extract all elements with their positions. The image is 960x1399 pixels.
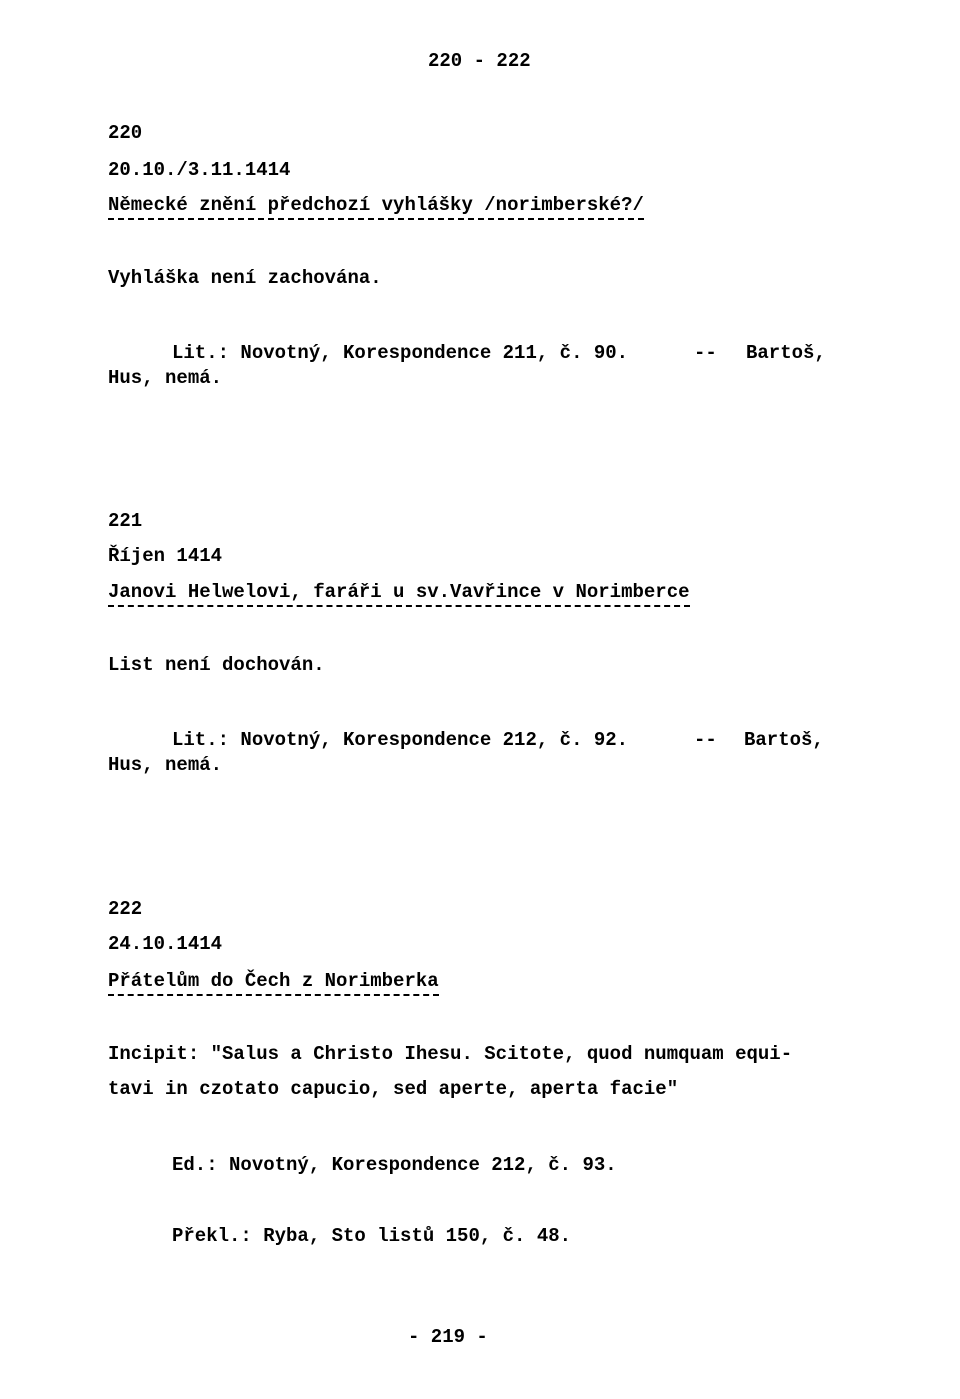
entry-220-lit-cont: Hus, nemá. (108, 367, 223, 389)
entry-220-lit-right: Bartoš, (746, 342, 826, 364)
entry-220-lit: Lit.: Novotný, Korespondence 211, č. 90. (172, 342, 629, 364)
entry-221-body: List není dochován. (108, 654, 325, 676)
entry-221-lit-right: Bartoš, (744, 729, 824, 751)
entry-221-lit: Lit.: Novotný, Korespondence 212, č. 92. (172, 729, 629, 751)
entry-222-date: 24.10.1414 (108, 933, 223, 955)
entry-220-date: 20.10./3.11.1414 (108, 159, 291, 181)
page-footer: - 219 - (408, 1326, 488, 1348)
entry-220-title: Německé znění předchozí vyhlášky /norimberské?/ (108, 193, 644, 220)
entry-222-prekl: Překl.: Ryba, Sto listů 150, č. 48. (172, 1225, 572, 1247)
entry-220-number: 220 (108, 122, 143, 144)
entry-221-number: 221 (108, 510, 143, 532)
entry-222-title: Přátelům do Čech z Norimberka (108, 969, 439, 996)
entry-221-lit-cont: Hus, nemá. (108, 754, 223, 776)
entry-222-incipit-cont: tavi in czotato capucio, sed aperte, aperta facie" (108, 1078, 679, 1100)
entry-221-title: Janovi Helwelovi, faráři u sv.Vavřince v Norimberce (108, 580, 690, 607)
page-header: 220 - 222 (428, 50, 531, 72)
entry-220-lit-dash: -- (694, 342, 717, 364)
entry-220-body: Vyhláška není zachována. (108, 267, 382, 289)
entry-221-date: Říjen 1414 (108, 545, 223, 567)
entry-222-number: 222 (108, 898, 143, 920)
entry-222-ed: Ed.: Novotný, Korespondence 212, č. 93. (172, 1154, 617, 1176)
entry-221-lit-dash: -- (694, 729, 717, 751)
entry-222-incipit: Incipit: "Salus a Christo Ihesu. Scitote, quod numquam equi- (108, 1043, 793, 1065)
